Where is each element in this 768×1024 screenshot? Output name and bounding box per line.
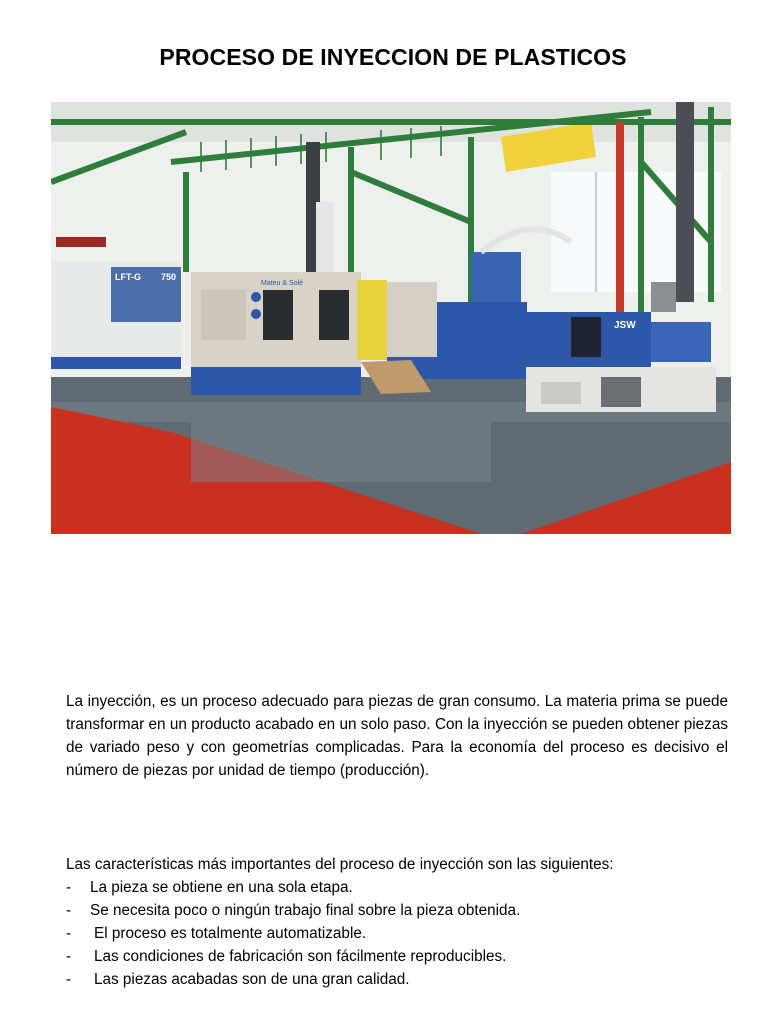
page-title: PROCESO DE INYECCION DE PLASTICOS	[159, 44, 627, 70]
list-dash: -	[66, 948, 72, 965]
list-item-text: Las condiciones de fabricación son fácilmente reproducibles.	[94, 948, 507, 965]
list-item	[66, 922, 728, 945]
list-item	[66, 899, 728, 922]
list-item	[66, 876, 728, 899]
machine-right-label: JSW	[614, 320, 636, 331]
list-item	[66, 945, 728, 968]
list-item-text: La pieza se obtiene en una sola etapa.	[90, 879, 353, 896]
features-intro: Las características más importantes del proceso de inyección son las siguientes:	[66, 856, 614, 873]
intro-paragraph: La inyección, es un proceso adecuado para piezas de gran consumo. La materia prima se puede transformar en un producto acabado en un solo paso. Con la inyección se pueden obtener piezas de variado peso y con geometrías complicadas. Para la economía del proceso es decisivo el número de piezas por unidad de tiempo (producción).	[66, 693, 728, 779]
factory-photo	[51, 102, 731, 534]
machine-left-label: LFT-G	[115, 272, 141, 282]
features-list	[66, 876, 728, 991]
list-item	[66, 968, 728, 991]
list-dash: -	[66, 902, 72, 919]
features-section	[66, 853, 728, 991]
machine-center-label: Mateu & Solé	[261, 280, 304, 287]
list-item-text: Se necesita poco o ningún trabajo final sobre la pieza obtenida.	[90, 902, 521, 919]
list-dash: -	[66, 925, 72, 942]
machine-left-model: 750	[161, 272, 177, 282]
list-dash: -	[66, 971, 72, 988]
list-dash: -	[66, 879, 72, 896]
list-item-text: Las piezas acabadas son de una gran calidad.	[94, 971, 410, 988]
list-item-text: El proceso es totalmente automatizable.	[94, 925, 367, 942]
